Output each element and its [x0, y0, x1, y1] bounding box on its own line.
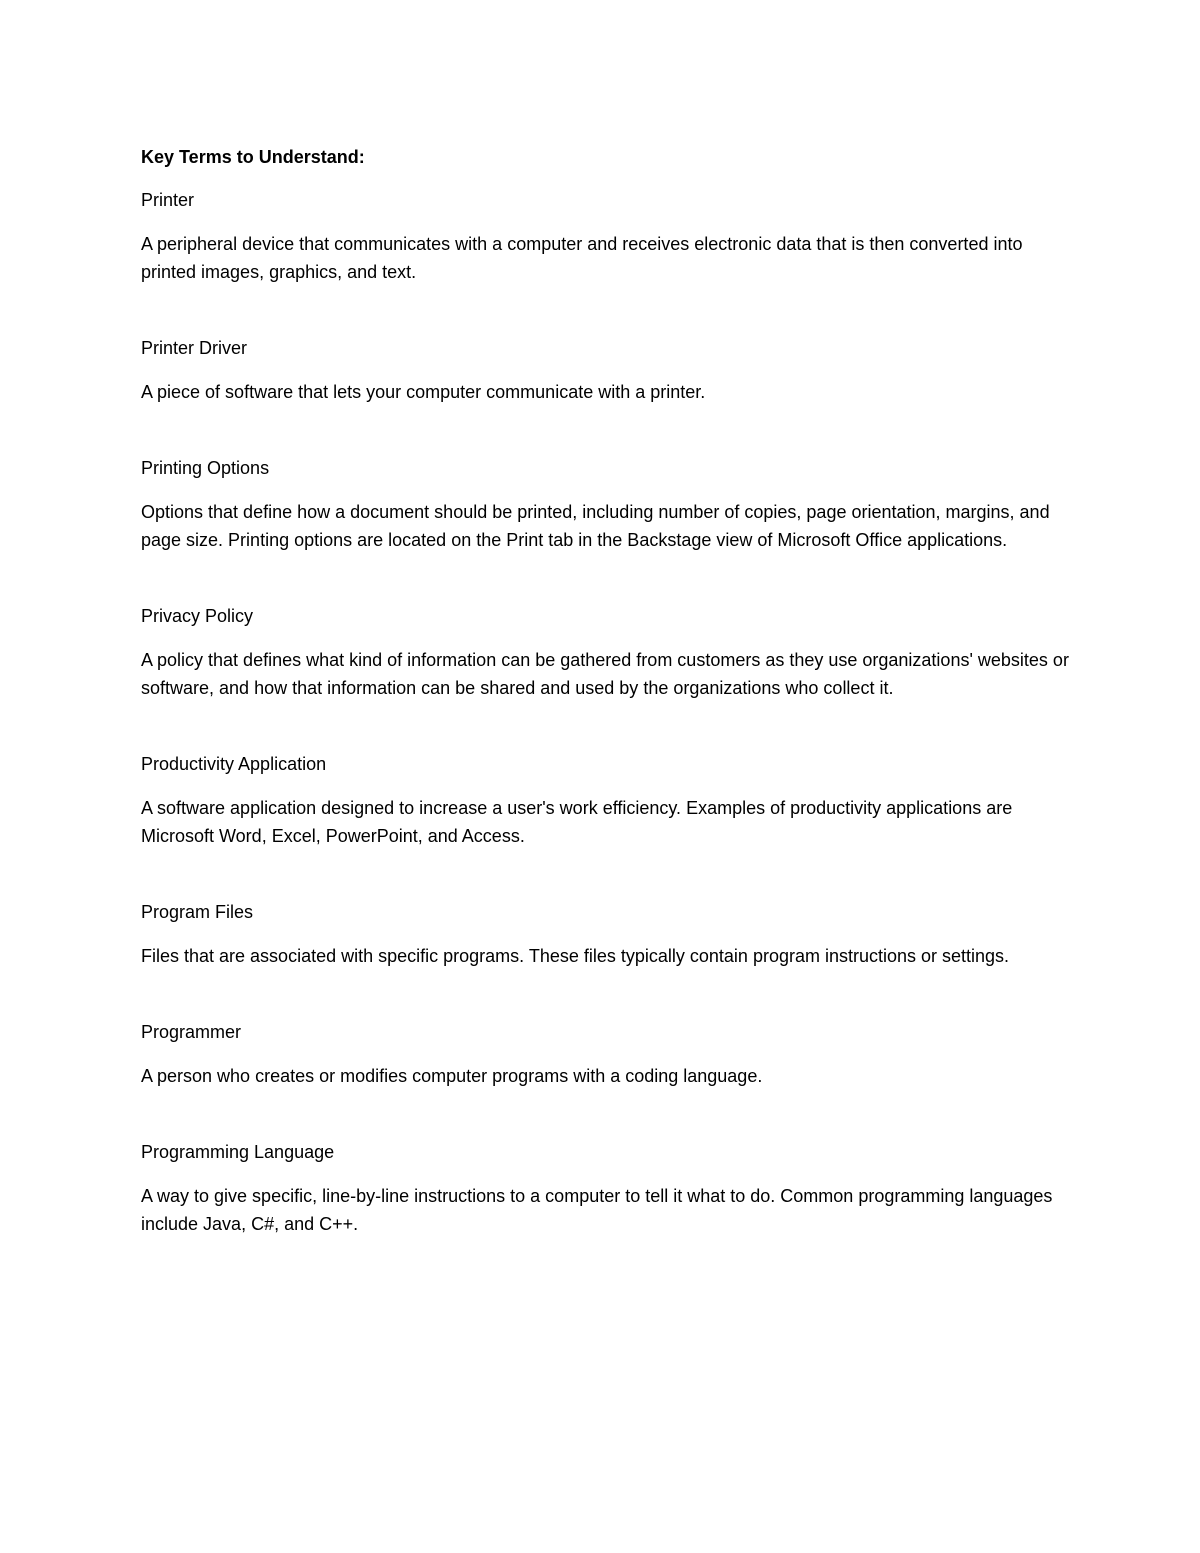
glossary-term: Program Files	[141, 902, 254, 922]
glossary-entry	[141, 1138, 1071, 1238]
glossary-entry	[141, 186, 1071, 286]
glossary-definition: A peripheral device that communicates with a computer and receives electronic data that is then converted into printed images, graphics, and text.	[141, 234, 1023, 282]
glossary-definition: A software application designed to increase a user's work efficiency. Examples of productivity applications are Microsoft Word, Excel, PowerPoint, and Access.	[141, 798, 1013, 846]
glossary-entry	[141, 334, 1071, 406]
glossary-entry	[141, 898, 1071, 970]
glossary-entry	[141, 1018, 1071, 1090]
glossary-term: Printing Options	[141, 458, 270, 478]
glossary-definition: A person who creates or modifies computer programs with a coding language.	[141, 1066, 763, 1086]
glossary-definition: A piece of software that lets your computer communicate with a printer.	[141, 382, 706, 402]
glossary-definition: Options that define how a document should be printed, including number of copies, page orientation, margins, and page size. Printing options are located on the Print tab in the Backstage view of Microsoft Office applications.	[141, 502, 1050, 550]
glossary-definition: A policy that defines what kind of information can be gathered from customers as they use organizations' websites or software, and how that information can be shared and used by the organizations who collect it.	[141, 650, 1069, 698]
glossary-term: Printer	[141, 190, 195, 210]
glossary-term: Productivity Application	[141, 754, 327, 774]
document-body	[141, 143, 1071, 1238]
glossary-term: Programming Language	[141, 1142, 335, 1162]
glossary-definition: Files that are associated with specific programs. These files typically contain program instructions or settings.	[141, 946, 1010, 966]
document-heading: Key Terms to Understand:	[141, 147, 365, 167]
glossary-entry	[141, 602, 1071, 702]
glossary-term: Printer Driver	[141, 338, 248, 358]
glossary-term: Privacy Policy	[141, 606, 254, 626]
glossary-term: Programmer	[141, 1022, 242, 1042]
glossary-definition: A way to give specific, line-by-line instructions to a computer to tell it what to do. Common programming languages include Java, C#, and C++.	[141, 1186, 1053, 1234]
glossary-entry	[141, 750, 1071, 850]
glossary-entry	[141, 454, 1071, 554]
